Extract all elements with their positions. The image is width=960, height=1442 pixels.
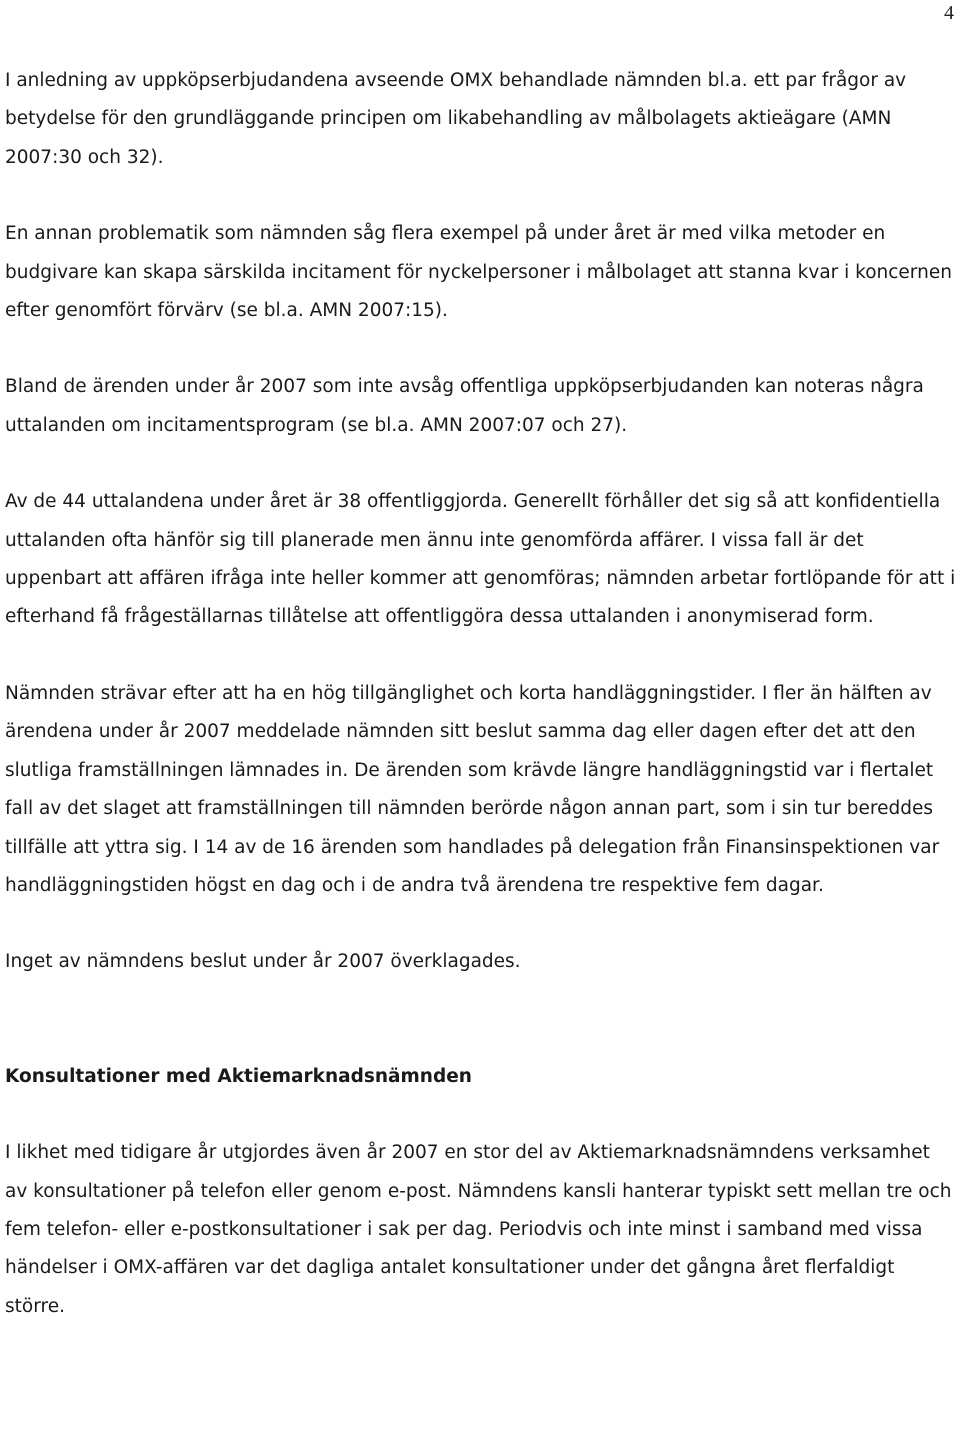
page-number: 4	[944, 2, 954, 24]
paragraph-omx: I anledning av uppköpserbjudandena avseende OMX behandlade nämnden bl.a. ett par frågor av betydelse för den grundläggande principen om likabehandling av målbolagets aktieägare (AMN 2007:30 och 32).	[5, 70, 907, 168]
paragraph-other-matters: Bland de ärenden under år 2007 som inte avsåg offentliga uppköpserbjudanden kan noteras några uttalanden om incitamentsprogram (se bl.a. AMN 2007:07 och 27).	[5, 376, 924, 436]
paragraph-statements: Av de 44 uttalandena under året är 38 offentliggjorda. Generellt förhåller det sig så att konfidentiella uttalanden ofta hänför sig till planerade men ännu inte genomförda affärer. I vissa fall är det uppenbart att affären ifråga inte heller kommer att genomföras; nämnden arbetar fortlöpande för att i efterhand få frågeställarnas tillåtelse att offentliggöra dessa uttalanden i anonymiserad form.	[5, 491, 956, 628]
paragraph-consultations: I likhet med tidigare år utgjordes även år 2007 en stor del av Aktiemarknadsnämndens verksamhet av konsultationer på telefon eller genom e-post. Nämndens kansli hanterar typiskt sett mellan tre och fem telefon- eller e-postkonsultationer i sak per dag. Periodvis och inte minst i samband med vissa händelser i OMX-affären var det dagliga antalet konsultationer under det gångna året flerfaldigt större.	[5, 1142, 952, 1317]
document-body	[5, 62, 957, 1364]
paragraph-incentives: En annan problematik som nämnden såg flera exempel på under året är med vilka metoder en budgivare kan skapa särskilda incitament för nyckelpersoner i målbolaget att stanna kvar i koncernen efter genomfört förvärv (se bl.a. AMN 2007:15).	[5, 223, 952, 322]
section-heading: Konsultationer med Aktiemarknadsnämnden	[5, 1065, 472, 1087]
paragraph-handling-times: Nämnden strävar efter att ha en hög tillgänglighet och korta handläggningstider. I fler än hälften av ärendena under år 2007 meddelade nämnden sitt beslut samma dag eller dagen efter det att den slutliga framställningen lämnades in. De ärenden som krävde längre handläggningstid var i flertalet fall av det slaget att framställningen till nämnden berörde någon annan part, som i sin tur bereddes tillfälle att yttra sig. I 14 av de 16 ärenden som handlades på delegation från Finansinspektionen var handläggningstiden högst en dag och i de andra två ärendena tre respektive fem dagar.	[5, 682, 940, 896]
paragraph-appeals: Inget av nämndens beslut under år 2007 överklagades.	[5, 951, 521, 973]
